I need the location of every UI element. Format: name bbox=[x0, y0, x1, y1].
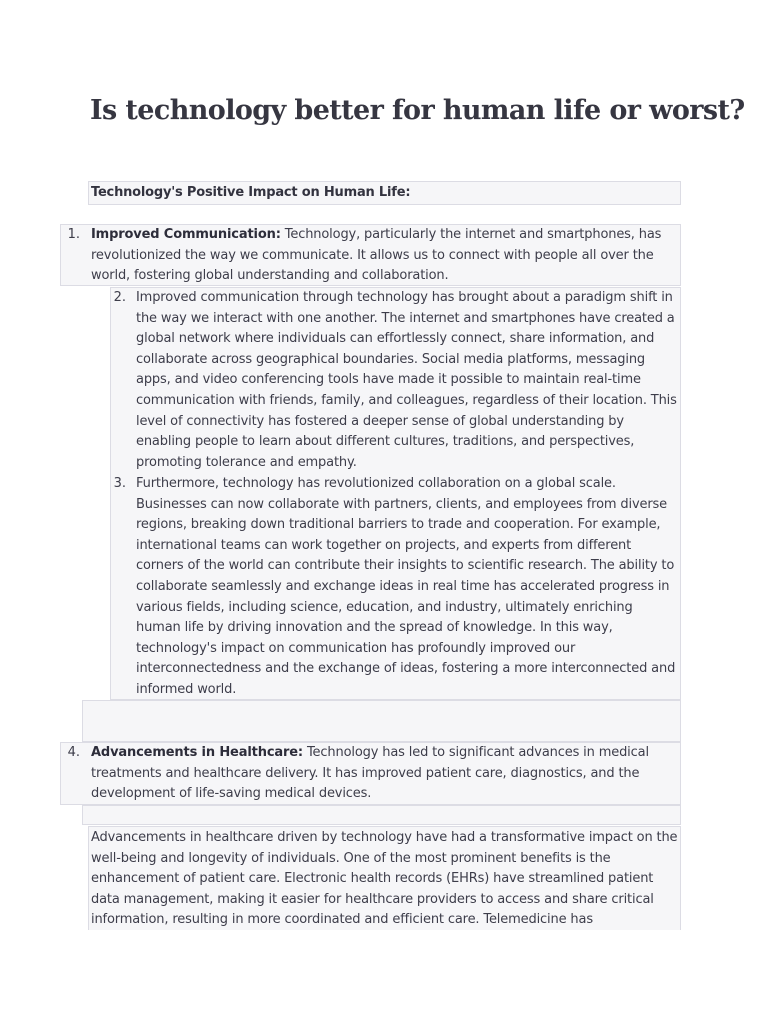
empty-block bbox=[82, 805, 681, 825]
list-number: 1. bbox=[67, 227, 80, 242]
list-item-lead: Improved Communication: bbox=[91, 227, 281, 242]
list-item-text: Technology, particularly the internet and smartphones, has revolutionized the way we communicate. It allows us to connect with people all over the world, fostering global understanding and collaboration. bbox=[91, 227, 662, 284]
page-title: Is technology better for human life or worst? bbox=[90, 95, 745, 126]
list-number: 2. bbox=[113, 290, 126, 305]
body-paragraph: Advancements in healthcare driven by technology have had a transformative impact on the well-being and longevity of individuals. One of the most prominent benefits is the enhancement of patient care. Electronic health records (EHRs) have streamlined patient data management, making it easier for healthcare providers to access and share critical information, resulting in more coordinated and efficient care. Telemedicine has bbox=[91, 830, 678, 928]
section-heading: Technology's Positive Impact on Human Life: bbox=[91, 185, 411, 200]
list-item bbox=[136, 288, 679, 473]
list-item bbox=[91, 225, 681, 287]
list-number: 3. bbox=[113, 476, 126, 491]
list-item bbox=[91, 743, 681, 805]
list-number: 4. bbox=[67, 745, 80, 760]
list-item-text: Technology has led to significant advances in medical treatments and healthcare delivery. It has improved patient care, diagnostics, and the development of life-saving medical devices. bbox=[91, 745, 649, 802]
list-item-lead: Advancements in Healthcare: bbox=[91, 745, 303, 760]
paragraph-box bbox=[88, 826, 681, 930]
list-item-text: Furthermore, technology has revolutionized collaboration on a global scale. Businesses can now collaborate with partners, clients, and employees from diverse regions, breaking down traditional barriers to trade and cooperation. For example, international teams can work together on projects, and experts from different corners of the world can contribute their insights to scientific research. The ability to collaborate seamlessly and exchange ideas in real time has accelerated progress in various fields, including science, education, and industry, ultimately enriching human life by driving innovation and the spread of knowledge. In this way, technology's impact on communication has profoundly improved our interconnectedness and the exchange of ideas, fostering a more interconnected and informed world. bbox=[136, 476, 676, 697]
list-item bbox=[136, 474, 679, 701]
list-item-text: Improved communication through technology has brought about a paradigm shift in the way we interact with one another. The internet and smartphones have created a global network where individuals can effortlessly connect, share information, and collaborate across geographical boundaries. Social media platforms, messaging apps, and video conferencing tools have made it possible to maintain real-time communication with friends, family, and colleagues, regardless of their location. This level of connectivity has fostered a deeper sense of global understanding by enabling people to learn about different cultures, traditions, and perspectives, promoting tolerance and empathy. bbox=[136, 290, 677, 470]
empty-block bbox=[82, 700, 681, 742]
